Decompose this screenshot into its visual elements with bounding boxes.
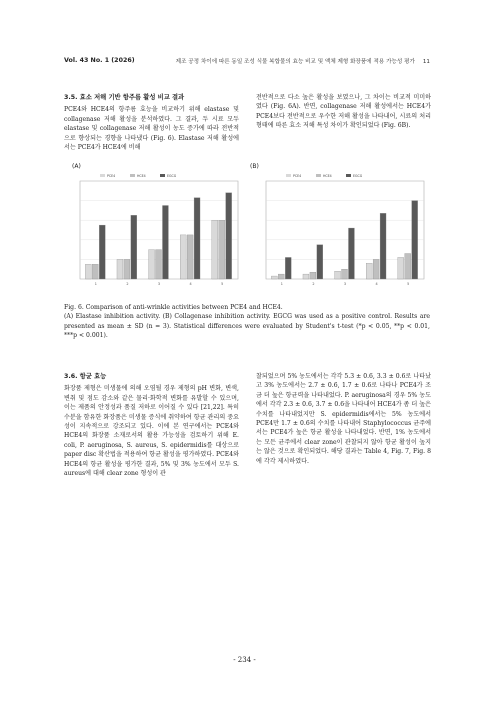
chart-b-bar bbox=[271, 276, 277, 279]
section-3-5-left-column bbox=[64, 93, 239, 152]
chart-a-bar bbox=[99, 225, 105, 279]
chart-b-legend-label: PCE4 bbox=[293, 174, 302, 178]
chart-b-bar bbox=[278, 274, 284, 279]
running-title bbox=[176, 57, 430, 65]
chart-b-legend-label: HCE4 bbox=[323, 174, 332, 178]
caption-title: Fig. 6. Comparison of anti-wrinkle activities between PCE4 and HCE4. bbox=[64, 304, 283, 311]
chart-b-bar bbox=[310, 272, 316, 279]
chart-b-x-tick-label: 2 bbox=[312, 282, 315, 286]
chart-b-bar bbox=[317, 245, 323, 279]
chart-a-legend-swatch bbox=[100, 174, 105, 177]
figure-6-caption bbox=[64, 303, 430, 341]
section-3-5-right-column bbox=[256, 93, 431, 131]
section-3-5-heading: 3.5. 효소 저해 기반 항주름 활성 비교 결과 bbox=[64, 94, 185, 101]
section-3-6-right-column bbox=[256, 372, 431, 466]
chart-b-x-tick-label: 1 bbox=[280, 282, 283, 286]
chart-a-legend-swatch bbox=[130, 174, 135, 177]
chart-a-bar bbox=[212, 220, 218, 279]
chart-a-bar bbox=[187, 235, 193, 279]
chart-a-bar bbox=[117, 259, 123, 279]
running-header bbox=[64, 57, 430, 69]
caption-body: (A) Elastase inhibition activity. (B) Collagenase inhibition activity. EGCG was used as a positive control. Results are presented as mean ± SD (n = 3). Statistical differences were evaluated by Student's t-test (*p < 0.05, **p < 0.01, ***p < 0.001). bbox=[64, 313, 430, 340]
journal-volume: Vol. 43 No. 1 (2026) bbox=[64, 57, 135, 64]
chart-b-bar bbox=[348, 228, 354, 279]
chart-b-x-tick-label: 3 bbox=[343, 282, 347, 286]
chart-a-bar bbox=[92, 264, 98, 279]
chart-a-bar bbox=[131, 215, 137, 279]
chart-b-bar bbox=[373, 259, 379, 279]
section-3-6-left-column bbox=[64, 372, 239, 478]
chart-a-legend-label: EGCG bbox=[167, 174, 177, 178]
chart-a-bar bbox=[149, 250, 155, 279]
chart-b-legend-label: EGCG bbox=[353, 174, 363, 178]
chart-b-bar bbox=[342, 269, 348, 279]
chart-a-x-tick-label: 1 bbox=[94, 282, 97, 286]
chart-a-bar bbox=[180, 235, 186, 279]
panel-b-label: (B) bbox=[250, 163, 259, 170]
running-title-text: 제조 공정 차이에 따른 동일 조성 식물 복합물의 효능 비교 및 액체 제형 화장품에 적용 가능성 평가 bbox=[175, 59, 415, 65]
panel-a-label: (A) bbox=[72, 163, 81, 170]
chart-a-bar bbox=[156, 250, 162, 279]
chart-a-x-tick-label: 5 bbox=[221, 282, 224, 286]
chart-b-bar bbox=[285, 257, 291, 279]
chart-a-bar bbox=[226, 193, 232, 279]
section-3-5-left-text: PCE4와 HCE4의 항주름 효능을 비교하기 위해 elastase 및 collagenase 저해 활성을 분석하였다. 그 결과, 두 시료 모두 elastase 및 collagenase 저해 활성이 농도 증가에 따라 전반적으로 향상되는 경향을 나타냈다 (Fig. 6). Elastase 저해 활성에서는 PCE4가 HCE4에 비해 bbox=[64, 106, 239, 152]
chart-a-legend-swatch bbox=[160, 174, 165, 177]
chart-b-bar bbox=[405, 254, 411, 279]
chart-b-legend-swatch bbox=[316, 174, 321, 177]
chart-b-x-tick-label: 4 bbox=[375, 282, 378, 286]
chart-a bbox=[64, 171, 242, 293]
chart-a-x-tick-label: 3 bbox=[157, 282, 161, 286]
section-3-6-left-text: 화장품 제형은 미생물에 의해 오염될 경우 제형의 pH 변화, 변색, 변취 및 점도 감소와 같은 물리·화학적 변화를 유발할 수 있으며, 이는 제품의 안정성과 품질 저하로 이어질 수 있다 [21,22]. 특히 수분을 함유한 화장품은 미생물 증식에 취약하여 항균 관리의 중요성이 지속적으로 강조되고 있다. 이에 본 연구에서는 PCE4와 HCE4의 화장품 소재로서의 활용 가능성을 검토하기 위해 E. coli, P. aeruginosa, S. aureus, S. epidermidis를 대상으로 paper disc 확산법을 적용하여 항균 활성을 평가하였다. PCE4와 HCE4의 항균 활성을 평가한 결과, 5% 및 3% 농도에서 모두 S. aureus에 대해 clear zone 형성이 관 bbox=[64, 385, 239, 478]
chart-a-bar bbox=[219, 220, 225, 279]
chart-b bbox=[250, 171, 428, 293]
chart-a-bar bbox=[124, 259, 130, 279]
chart-b-bar bbox=[303, 274, 309, 279]
chart-b-bar bbox=[366, 263, 372, 279]
chart-b-bar bbox=[380, 213, 386, 279]
chart-b-x-tick-label: 5 bbox=[407, 282, 410, 286]
section-3-6-heading: 3.6. 항균 효능 bbox=[64, 373, 107, 380]
chart-b-bar bbox=[412, 201, 418, 279]
chart-a-legend-label: PCE4 bbox=[107, 174, 116, 178]
figure-6 bbox=[64, 163, 430, 293]
chart-b-legend-swatch bbox=[346, 174, 351, 177]
chart-a-bar bbox=[194, 198, 200, 279]
page-footer: - 234 - bbox=[233, 656, 256, 664]
chart-b-bar bbox=[335, 271, 341, 279]
chart-a-bar bbox=[162, 206, 168, 280]
chart-b-legend-swatch bbox=[286, 174, 291, 177]
chart-a-x-tick-label: 4 bbox=[189, 282, 192, 286]
chart-a-legend-label: HCE4 bbox=[137, 174, 146, 178]
chart-b-bar bbox=[398, 257, 404, 279]
section-3-6-right-text: 찰되었으며 5% 농도에서는 각각 5.3 ± 0.6, 3.3 ± 0.6로 나타났고 3% 농도에서는 2.7 ± 0.6, 1.7 ± 0.6로 나타나 PCE4가 조금 더 높은 항균력을 나타내었다. P. aeruginosa의 경우 5% 농도에서 각각 2.3 ± 0.6, 3.7 ± 0.6을 나타내어 HCE4가 좀 더 높은 수치를 나타내었지만 S. epidermidis에서는 5% 농도에서 PCE4만 1.7 ± 0.6의 수치를 나타내어 Staphylococcus 균주에서는 PCE4가 높은 항균 활성을 나타내었다. 반면, 1% 농도에서는 모든 균주에서 clear zone이 관찰되지 않아 항균 활성이 높지는 않은 것으로 확인되었다. 해당 결과는 Table 4, Fig. 7, Fig. 8에 각각 제시하였다. bbox=[256, 373, 431, 465]
header-page-number: 11 bbox=[422, 59, 430, 65]
chart-a-bar bbox=[85, 264, 91, 279]
section-3-5-right-text: 전반적으로 다소 높은 활성을 보였으나, 그 차이는 비교적 미미하였다 (Fig. 6A). 반면, collagenase 저해 활성에서는 HCE4가 PCE4보다 전반적으로 우수한 저해 활성을 나타내어, 시료의 처리 형태에 따른 효소 저해 특성 차이가 확인되었다 (Fig. 6B). bbox=[256, 94, 431, 130]
chart-a-x-tick-label: 2 bbox=[126, 282, 129, 286]
